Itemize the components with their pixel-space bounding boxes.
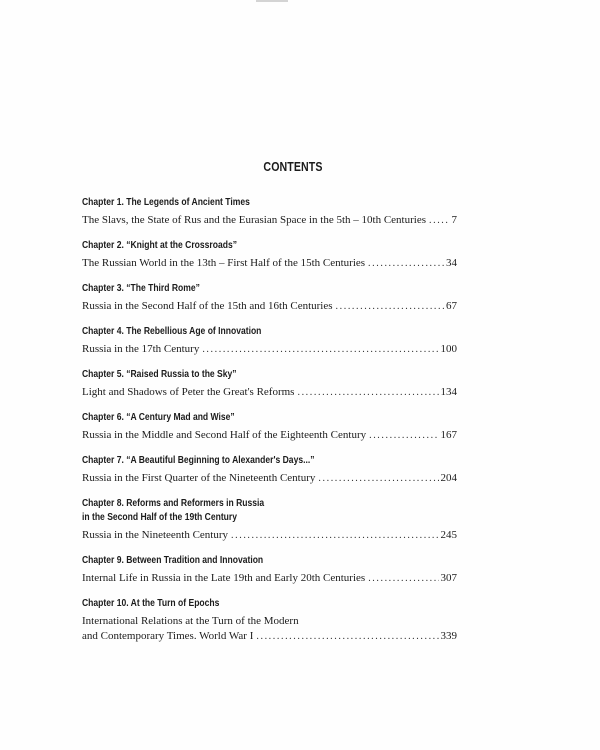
- toc-entry[interactable]: [82, 299, 457, 314]
- chapter-description: Russia in the Nineteenth Century: [82, 529, 229, 541]
- chapter-description: International Relations at the Turn of the Modern: [82, 615, 299, 627]
- toc-entry[interactable]: [82, 428, 457, 443]
- chapter-description: Russia in the 17th Century: [82, 343, 200, 355]
- toc-chapter-8: [82, 497, 457, 543]
- toc-chapter-4: [82, 325, 457, 357]
- chapter-title: Chapter 9. Between Tradition and Innovation: [82, 555, 264, 566]
- chapter-title-continued: in the Second Half of the 19th Century: [82, 512, 238, 523]
- chapter-title: Chapter 5. “Raised Russia to the Sky”: [82, 369, 237, 380]
- page-number: 34: [446, 257, 457, 269]
- chapter-title: Chapter 6. “A Century Mad and Wise”: [82, 412, 235, 423]
- toc-entry[interactable]: [82, 571, 457, 586]
- chapter-title: Chapter 3. “The Third Rome”: [82, 283, 200, 294]
- dot-leader: [318, 471, 438, 486]
- toc-entry[interactable]: [82, 528, 457, 543]
- dot-leader: [202, 342, 438, 357]
- toc-entry[interactable]: [82, 471, 457, 486]
- toc-entry[interactable]: [82, 629, 457, 644]
- page-number: 307: [440, 572, 457, 584]
- chapter-title: Chapter 4. The Rebellious Age of Innovation: [82, 326, 262, 337]
- chapter-description: Russia in the Second Half of the 15th and 16th Centuries: [82, 300, 333, 312]
- chapter-description: Russia in the Middle and Second Half of the Eighteenth Century: [82, 429, 367, 441]
- chapter-description: Internal Life in Russia in the Late 19th and Early 20th Centuries: [82, 572, 366, 584]
- chapter-title: Chapter 7. “A Beautiful Beginning to Alexander's Days...”: [82, 455, 315, 466]
- page-number: 7: [451, 214, 457, 226]
- toc-entry[interactable]: [82, 256, 457, 271]
- chapter-title: Chapter 8. Reforms and Reformers in Russia: [82, 498, 265, 509]
- dot-leader: [368, 571, 438, 586]
- toc-chapter-1: [82, 196, 457, 228]
- toc-chapter-7: [82, 454, 457, 486]
- dot-leader: [256, 629, 438, 644]
- page-number: 167: [440, 429, 457, 441]
- chapter-title: Chapter 1. The Legends of Ancient Times: [82, 197, 250, 208]
- chapter-description: The Slavs, the State of Rus and the Eurasian Space in the 5th – 10th Centuries: [82, 214, 426, 226]
- chapter-description-continued: and Contemporary Times. World War I: [82, 630, 254, 642]
- page-number: 204: [440, 472, 457, 484]
- toc-entry[interactable]: [82, 342, 457, 357]
- chapter-description: Russia in the First Quarter of the Nineteenth Century: [82, 472, 316, 484]
- toc-chapter-2: [82, 239, 457, 271]
- toc-chapter-3: [82, 282, 457, 314]
- toc-chapter-10: [82, 597, 457, 644]
- page-number: 100: [440, 343, 457, 355]
- page-number: 134: [440, 386, 457, 398]
- table-of-contents: [82, 196, 457, 655]
- contents-heading: CONTENTS: [263, 160, 323, 174]
- chapter-description: The Russian World in the 13th – First Half of the 15th Centuries: [82, 257, 366, 269]
- chapter-title: Chapter 10. At the Turn of Epochs: [82, 598, 220, 609]
- page-edge-mark: [256, 0, 288, 2]
- toc-chapter-9: [82, 554, 457, 586]
- dot-leader: [429, 213, 450, 228]
- toc-chapter-6: [82, 411, 457, 443]
- dot-leader: [368, 256, 444, 271]
- dot-leader: [231, 528, 438, 543]
- page-number: 245: [440, 529, 457, 541]
- dot-leader: [369, 428, 438, 443]
- dot-leader: [336, 299, 444, 314]
- chapter-description: Light and Shadows of Peter the Great's Reforms: [82, 386, 295, 398]
- toc-entry[interactable]: [82, 385, 457, 400]
- toc-entry[interactable]: [82, 213, 457, 228]
- chapter-title: Chapter 2. “Knight at the Crossroads”: [82, 240, 238, 251]
- page-number: 67: [446, 300, 457, 312]
- dot-leader: [297, 385, 438, 400]
- toc-chapter-5: [82, 368, 457, 400]
- page-number: 339: [440, 630, 457, 642]
